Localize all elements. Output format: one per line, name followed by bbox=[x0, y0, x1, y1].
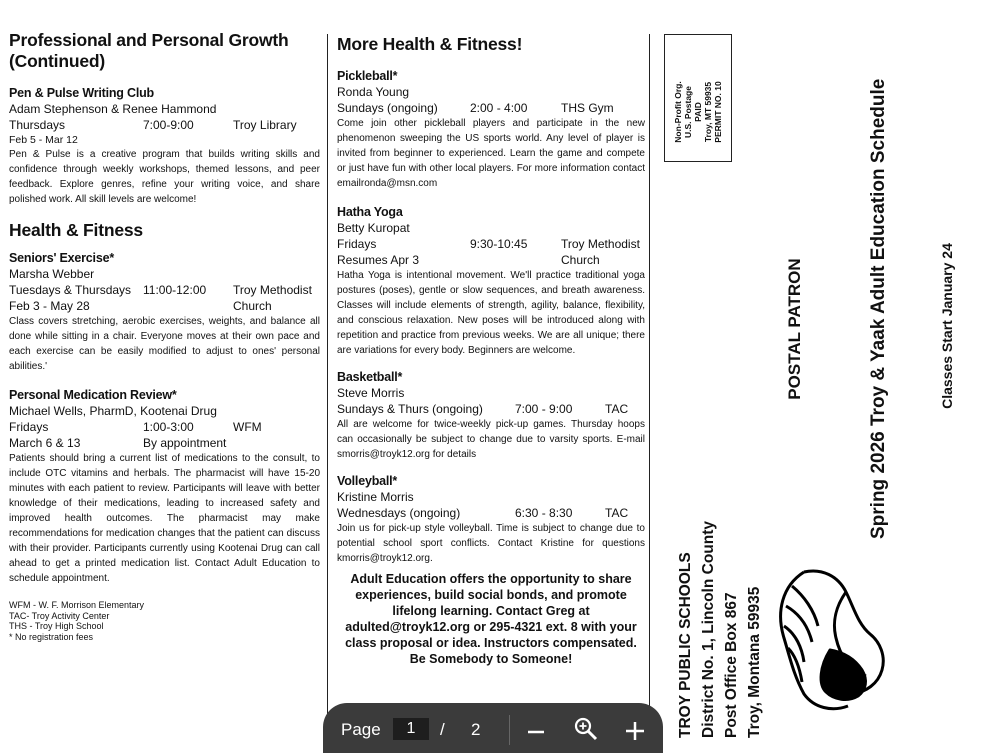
basketball-time: 7:00 - 9:00 bbox=[515, 402, 573, 416]
legend bbox=[9, 600, 320, 642]
pen-time: 7:00-9:00 bbox=[143, 118, 194, 132]
yoga-location: Troy Methodist bbox=[561, 237, 640, 251]
section-title-health: Health & Fitness bbox=[9, 220, 143, 240]
med-note: By appointment bbox=[143, 436, 227, 450]
med-instructor-text: Michael Wells, PharmD, Kootenai Drug bbox=[9, 404, 217, 418]
med-dates: March 6 & 13 bbox=[9, 436, 81, 450]
yoga-dates-row bbox=[337, 252, 645, 268]
volleyball-instructor bbox=[337, 489, 645, 505]
pickleball-instructor bbox=[337, 84, 645, 100]
page-separator: / bbox=[440, 720, 445, 739]
trojan-helmet-logo bbox=[774, 566, 892, 714]
pickleball-description: Come join other pickleball players and participate in the new phenomenon sweeping the US sports world. Any level of player is invited from beginner to experienced. Learn the game and compete or just have fun with other local players. For more information contact emailronda@msn.com bbox=[337, 118, 645, 189]
seniors-location2: Church bbox=[233, 299, 272, 313]
pen-title: Pen & Pulse Writing Club bbox=[9, 86, 154, 100]
yoga-description: Hatha Yoga is intentional movement. We'll practice traditional yoga postures (poses), gentle or slow sequences, and breath awareness. Classes will include elements of strength, agility, balance, flexibility, and conscious relaxation. New poses will be introduced along with repetition and practice from previous weeks. We are all unique; there are variations for every body. Beginners are welcome. bbox=[337, 270, 645, 356]
volleyball-time: 6:30 - 8:30 bbox=[515, 506, 573, 520]
schedule-title: Spring 2026 Troy & Yaak Adult Education Schedule bbox=[868, 78, 889, 539]
title-line2: (Continued) bbox=[9, 51, 105, 71]
zoom-out-icon[interactable] bbox=[525, 720, 547, 742]
basketball-instructor bbox=[337, 385, 645, 401]
seniors-location: Troy Methodist bbox=[233, 283, 312, 297]
yoga-time: 9:30-10:45 bbox=[470, 237, 528, 251]
column-divider bbox=[327, 34, 328, 742]
pen-day: Thursdays bbox=[9, 118, 66, 132]
pen-dates: Feb 5 - Mar 12 bbox=[9, 134, 78, 146]
section-title-more-health: More Health & Fitness! bbox=[337, 34, 523, 54]
seniors-instructor-text: Marsha Webber bbox=[9, 267, 95, 281]
med-title: Personal Medication Review* bbox=[9, 388, 177, 402]
volleyball-title: Volleyball* bbox=[337, 474, 398, 488]
return-address bbox=[674, 518, 774, 738]
promo-slogan: Be Somebody to Someone! bbox=[409, 652, 573, 666]
address-line: TROY PUBLIC SCHOOLS bbox=[677, 552, 694, 738]
zoom-in-icon[interactable] bbox=[623, 718, 647, 742]
postal-patron: POSTAL PATRON bbox=[785, 258, 804, 400]
seniors-description: Class covers stretching, aerobic exercises, weights, and balance all done while sitting in a chair. Everyone moves at their own pace and each exercise can be easily modified to adjust to ones' personal abilities.' bbox=[9, 316, 320, 372]
section-title-growth bbox=[9, 30, 320, 72]
promo-text: Adult Education offers the opportunity to share experiences, build social bonds, and promote lifelong learning. Contact Greg at adulted@troyk12.org or 295-4321 ext. 8 with your class proposal or idea. Instructors compensated. bbox=[345, 572, 637, 650]
seniors-title: Seniors' Exercise* bbox=[9, 251, 114, 265]
yoga-instructor-text: Betty Kuropat bbox=[337, 221, 410, 235]
permit-text bbox=[673, 48, 723, 176]
basketball-day: Sundays & Thurs (ongoing) bbox=[337, 402, 483, 416]
pickleball-title: Pickleball* bbox=[337, 69, 398, 83]
yoga-day: Fridays bbox=[337, 237, 377, 251]
legend-item: * No registration fees bbox=[9, 631, 94, 642]
med-day: Fridays bbox=[9, 420, 49, 434]
seniors-dates-row bbox=[9, 298, 320, 314]
total-pages: 2 bbox=[471, 720, 481, 739]
address-line: Post Office Box 867 bbox=[723, 592, 740, 738]
basketball-instructor-text: Steve Morris bbox=[337, 386, 405, 400]
toolbar-divider bbox=[509, 715, 510, 745]
volleyball-day: Wednesdays (ongoing) bbox=[337, 506, 461, 520]
seniors-day: Tuesdays & Thursdays bbox=[9, 283, 132, 297]
classes-start: Classes Start January 24 bbox=[939, 243, 955, 409]
med-dates-row bbox=[9, 435, 320, 451]
pen-schedule bbox=[9, 117, 320, 133]
basketball-location: TAC bbox=[605, 402, 629, 416]
middle-column bbox=[337, 34, 645, 667]
pen-instructors-text: Adam Stephenson & Renee Hammond bbox=[9, 102, 217, 116]
seniors-time: 11:00-12:00 bbox=[143, 283, 207, 297]
med-location: WFM bbox=[233, 420, 262, 434]
fold-divider bbox=[649, 34, 650, 724]
basketball-title: Basketball* bbox=[337, 370, 403, 384]
volleyball-schedule bbox=[337, 505, 645, 521]
yoga-schedule bbox=[337, 236, 645, 252]
yoga-title: Hatha Yoga bbox=[337, 205, 403, 219]
zoom-search-icon[interactable] bbox=[573, 716, 599, 742]
seniors-dates: Feb 3 - May 28 bbox=[9, 299, 90, 313]
volleyball-description: Join us for pick-up style volleyball. Time is subject to change due to potential school sport conflicts. Contact Kristine for questions kmorris@troyk12.org. bbox=[337, 523, 645, 564]
med-schedule bbox=[9, 419, 320, 435]
pickleball-location: THS Gym bbox=[561, 101, 614, 115]
pen-instructors bbox=[9, 101, 320, 117]
volleyball-location: TAC bbox=[605, 506, 629, 520]
legend-item: THS - Troy High School bbox=[9, 621, 104, 631]
legend-item: TAC- Troy Activity Center bbox=[9, 610, 110, 621]
permit-line: U.S. Postage bbox=[683, 86, 693, 138]
permit-line: PERMIT NO. 10 bbox=[713, 81, 723, 143]
pickleball-instructor-text: Ronda Young bbox=[337, 85, 410, 99]
pdf-toolbar bbox=[323, 703, 663, 753]
yoga-instructor bbox=[337, 220, 645, 236]
postage-permit bbox=[664, 34, 732, 162]
address-line: District No. 1, Lincoln County bbox=[700, 520, 717, 738]
pen-description: Pen & Pulse is a creative program that builds writing skills and confidence through weekly workshops, themed lessons, and peer feedback. Explore genres, refine your writing voice, and share polished work. All skill levels are welcome! bbox=[9, 149, 320, 205]
basketball-description: All are welcome for twice-weekly pick-up games. Thursday hoops can occasionally be subject to change due to varsity sports. E-mail smorris@troyk12.org for details bbox=[337, 419, 645, 460]
pickleball-schedule bbox=[337, 100, 645, 116]
address-line: Troy, Montana 59935 bbox=[746, 586, 763, 738]
med-description: Patients should bring a current list of medications to the consult, to include OTC vitamins and herbals. The pharmacist will have 15-20 minutes with each patient to review. Participants will leave with better knowledge of their medications, leading to increased safety and improved health outcomes. The pharmacist may make recommendations for medication changes that the patient can discuss with their provider. Participants currently using Kootenai Drug can call ahead to get a printed medication list. Contact Adult Education to schedule appointment. bbox=[9, 453, 320, 584]
permit-line: PAID bbox=[693, 102, 703, 122]
pen-dates-row bbox=[9, 133, 320, 147]
page-number-input[interactable]: 1 bbox=[393, 718, 429, 740]
pickleball-day: Sundays (ongoing) bbox=[337, 101, 438, 115]
legend-item: WFM - W. F. Morrison Elementary bbox=[9, 600, 145, 610]
med-instructor bbox=[9, 403, 320, 419]
volleyball-instructor-text: Kristine Morris bbox=[337, 490, 414, 504]
med-time: 1:00-3:00 bbox=[143, 420, 194, 434]
seniors-schedule bbox=[9, 282, 320, 298]
title-line1: Professional and Personal Growth bbox=[9, 30, 289, 50]
page-label: Page bbox=[341, 720, 381, 739]
yoga-dates: Resumes Apr 3 bbox=[337, 253, 420, 267]
basketball-schedule bbox=[337, 401, 645, 417]
yoga-location2: Church bbox=[561, 253, 600, 267]
permit-line: Troy, MT 59935 bbox=[703, 81, 713, 143]
pickleball-time: 2:00 - 4:00 bbox=[470, 101, 528, 115]
left-column bbox=[9, 30, 320, 642]
pen-location: Troy Library bbox=[233, 118, 297, 132]
seniors-instructor bbox=[9, 266, 320, 282]
permit-line: Non-Profit Org. bbox=[673, 81, 683, 143]
